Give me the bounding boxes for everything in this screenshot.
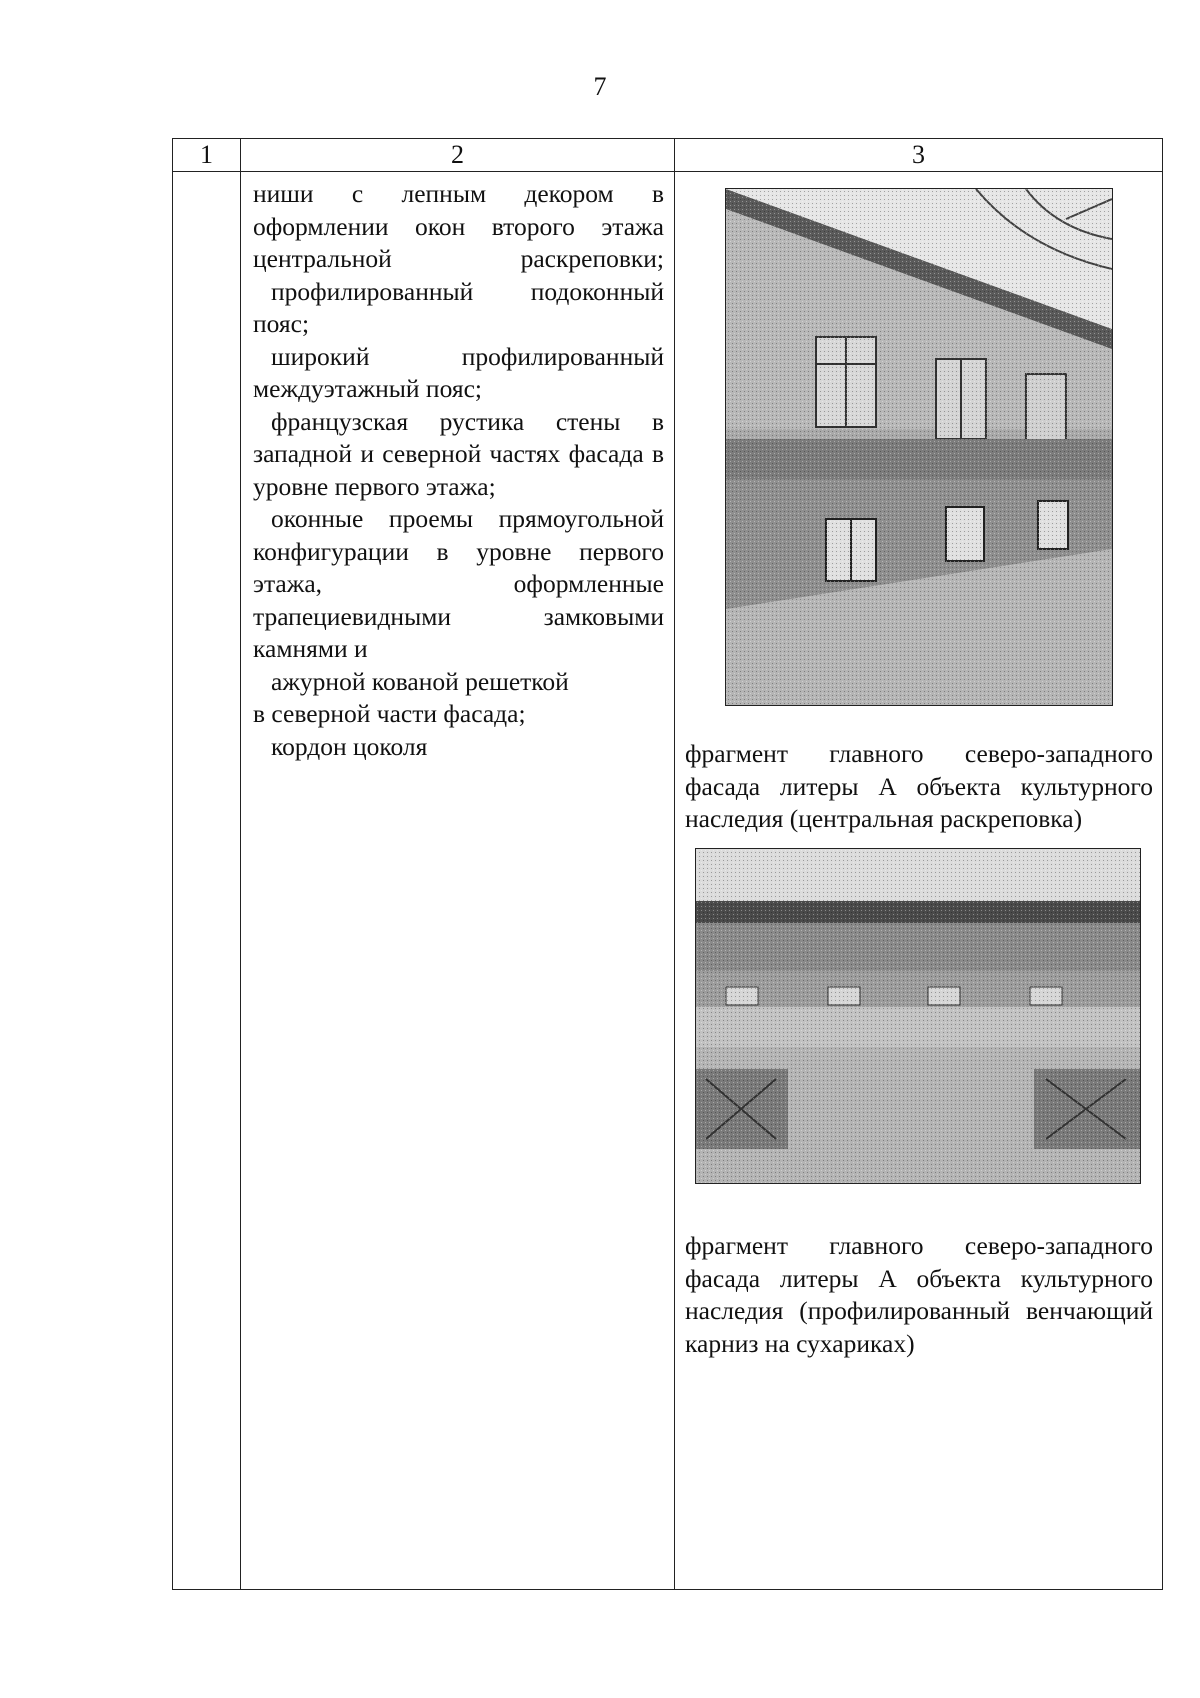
photo-caption: фрагмент главного северо-западного фасада литеры А объекта культурного наследия (профилированный венчающий карниз на сухариках) [685,1231,1153,1358]
description-line: широкий профилированный междуэтажный пояс; [253,341,664,403]
description-line: ниши с лепным декором в оформлении окон второго этажа центральной раскреповки; [253,179,664,273]
description-line: французская рустика стены в западной и северной частях фасада в уровне первого этажа; [253,406,664,501]
photo-caption: фрагмент главного северо-западного фасада литеры А объекта культурного наследия (центральная раскреповка) [685,739,1153,833]
heritage-table [172,138,1163,1590]
description-line: ажурной кованой решеткой [271,666,569,696]
header-col-1: 1 [173,139,241,172]
facade-photo-cornice [695,848,1141,1184]
description-line: кордон цоколя [271,731,428,761]
description-line: профилированный подоконный пояс; [253,276,664,338]
table-header-row [173,139,1163,172]
page-number: 7 [593,72,607,101]
header-col-3: 3 [675,139,1163,172]
table-row [173,172,1163,1590]
facade-photo-central [725,188,1113,706]
description-cell [241,172,675,1590]
header-col-2: 2 [241,139,675,172]
description-line: оконные проемы прямоугольной конфигурации в уровне первого этажа, оформленные трапециевидными замковыми камнями и [253,504,664,663]
description-line: в северной части фасада; [253,699,526,728]
photos-cell [675,172,1163,1590]
row-number-cell [173,172,241,1590]
